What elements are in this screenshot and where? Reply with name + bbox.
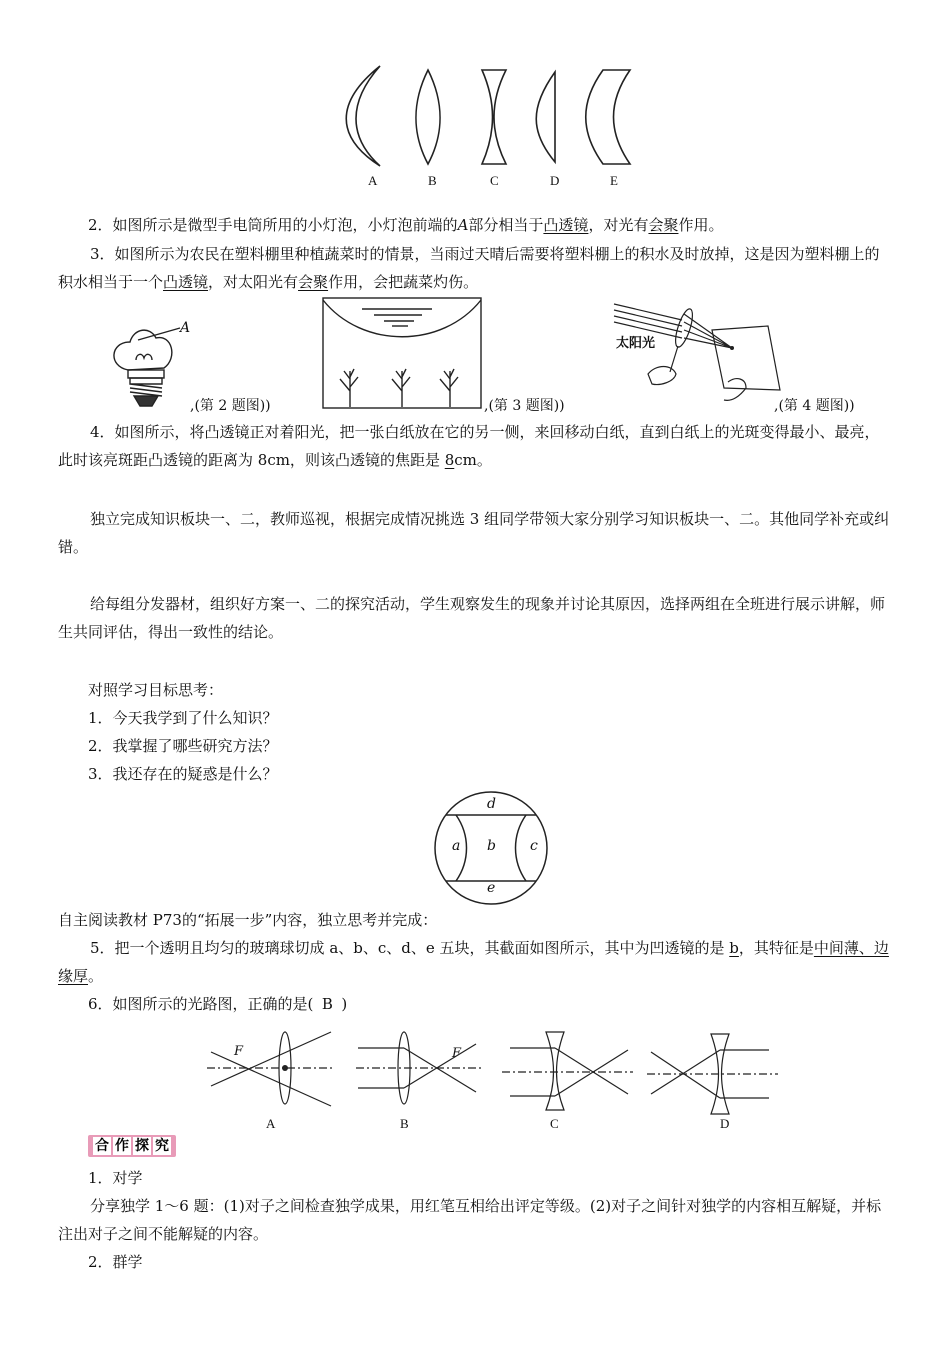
lens-c [482, 70, 506, 164]
lens-label-b: B [428, 173, 437, 188]
instruction-paragraph-2: 给每组分发器材，组织好方案一、二的探究活动，学生观察发生的现象并讨论其原因，选择两组在全班进行展示讲解，师生共同评估，得出一致性的结论。 [58, 595, 886, 641]
sphere-label-b: b [487, 838, 496, 854]
question-6: 6．如图所示的光路图，正确的是( B ) [88, 995, 348, 1013]
question-4: 4．如图所示，将凸透镜正对着阳光，把一张白纸放在它的另一侧，来回移动白纸，直到白纸上的光斑变得最小、最亮，此时该亮斑距凸透镜的距离为 8cm，则该凸透镜的焦距是 8cm。 [58, 423, 880, 469]
reflect-item-2: 2．我掌握了哪些研究方法？ [88, 737, 278, 755]
caption-fig-3: ,(第 3 题图)) [484, 398, 565, 414]
lens-e [586, 70, 630, 164]
badge-char-3: 探 [135, 1138, 149, 1154]
ray-diagram-d [645, 1030, 780, 1110]
ray-label-c: C [550, 1116, 559, 1131]
cooperative-inquiry-badge [88, 1135, 176, 1157]
ray-a-f-label: F [234, 1044, 244, 1059]
greenhouse-figure [322, 297, 482, 409]
lens-label-e: E [610, 173, 618, 188]
section-1-text: 分享独学 1～6 题：(1)对子之间检查独学成果，用红笔互相给出评定等级。(2)对子之间针对独学的内容相互解疑，并标注出对子之间不能解疑的内容。 [58, 1197, 882, 1243]
lens-a [346, 66, 380, 166]
sphere-label-c: c [530, 838, 538, 854]
lens-label-d: D [550, 173, 560, 188]
badge-char-2: 作 [115, 1138, 129, 1154]
ray-b-f-label: F [452, 1046, 462, 1061]
instruction-paragraph-1: 独立完成知识板块一、二，教师巡视，根据完成情况挑选 3 组同学带领大家分别学习知识板块一、二。其他同学补充或纠错。 [58, 510, 890, 556]
reading-instruction: 自主阅读教材 P73的“拓展一步”内容，独立思考并完成： [58, 911, 438, 929]
sphere-label-d: d [487, 796, 496, 812]
lens-label-a: A [368, 173, 378, 188]
question-5: 5．把一个透明且均匀的玻璃球切成 a、b、c、d、e 五块，其截面如图所示，其中为凹透镜的是 b，其特征是中间薄、边缘厚。 [58, 939, 889, 985]
reflect-title: 对照学习目标思考： [88, 681, 224, 699]
caption-fig-4: ,(第 4 题图)) [774, 398, 855, 414]
badge-char-4: 究 [155, 1138, 169, 1154]
sphere-label-a: a [452, 838, 461, 854]
lens-d [536, 72, 555, 162]
lens-label-c: C [490, 173, 499, 188]
ray-diagram-c [500, 1030, 635, 1110]
ray-diagram-b [354, 1030, 484, 1110]
question-3: 3．如图所示为农民在塑料棚里种植蔬菜时的情景，当雨过天晴后需要将塑料棚上的积水及时放掉，这是因为塑料棚上的积水相当于一个凸透镜，对太阳光有会聚作用，会把蔬菜灼伤。 [58, 245, 880, 291]
lens-b [416, 70, 440, 164]
ray-label-d: D [720, 1116, 730, 1131]
reflect-item-3: 3．我还存在的疑惑是什么？ [88, 765, 278, 783]
sunlight-label: 太阳光 [616, 336, 656, 351]
sphere-label-e: e [487, 880, 496, 896]
section-1-title: 1．对学 [88, 1169, 143, 1187]
bulb-label-a: A [180, 320, 191, 336]
ray-label-b: B [400, 1116, 409, 1131]
reflect-item-1: 1．今天我学到了什么知识？ [88, 709, 278, 727]
section-2-title: 2．群学 [88, 1253, 143, 1271]
sunlight-lens-figure [612, 290, 782, 412]
lens-shapes-figure [340, 62, 640, 172]
ray-diagram-a [205, 1030, 335, 1110]
question-2: 2．如图所示是微型手电筒所用的小灯泡，小灯泡前端的A部分相当于凸透镜，对光有会聚作用。 [88, 216, 724, 234]
badge-char-1: 合 [95, 1138, 109, 1154]
caption-fig-2: ,(第 2 题图)) [190, 398, 271, 414]
ray-label-a: A [266, 1116, 276, 1131]
